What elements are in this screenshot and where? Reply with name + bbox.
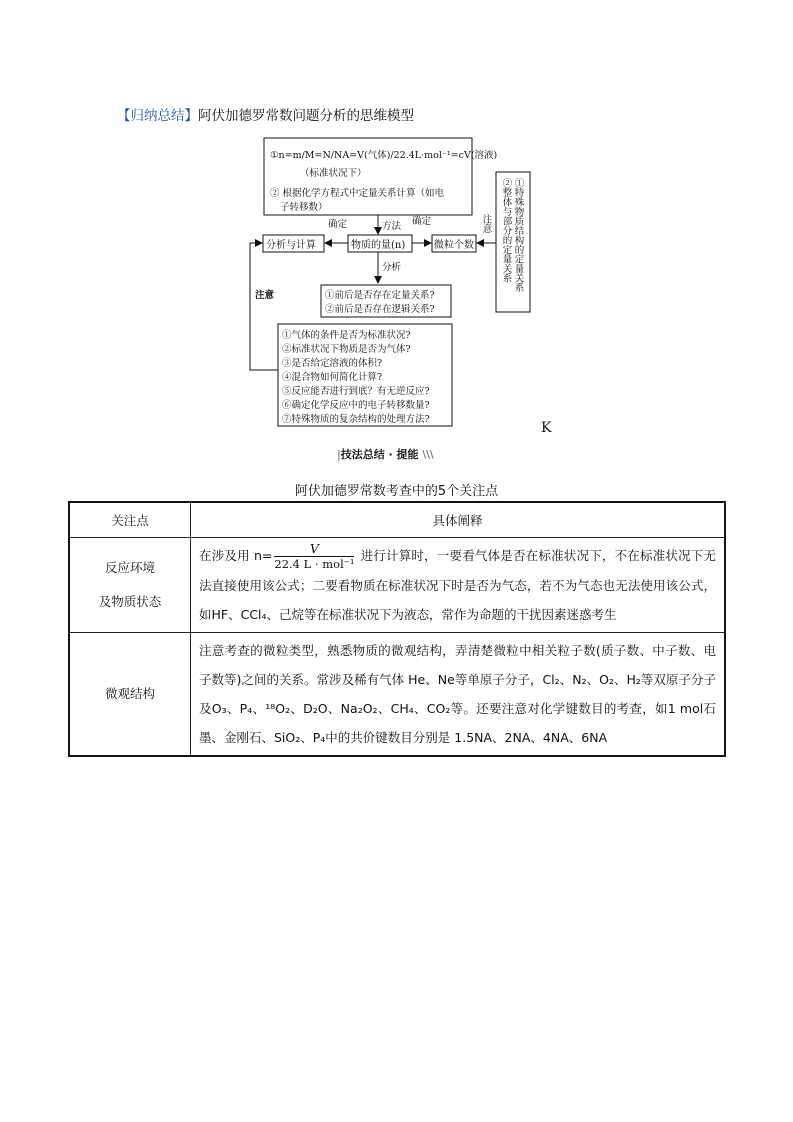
heading-tag: 【归纳总结】 [117,108,198,124]
fraction-numerator: V [274,542,354,557]
formula-condition: （标准状况下） [300,168,367,179]
attention-line3: ③是否给定溶液的体积? [282,358,383,369]
amount-label: 物质的量(n) [351,240,406,251]
label-queding-left: 确定 [328,219,348,230]
attention-line2: ②标准状况下物质是否为气体? [282,344,411,355]
row2-label: 微观结构 [69,633,191,757]
particles-label: 微粒个数 [434,240,474,251]
focus-points-table [68,501,726,757]
attention-line7: ⑦特殊物质的复杂结构的处理方法? [282,414,430,425]
attention-line4: ④混合物如何简化计算? [282,372,383,383]
relation-line2: ②前后是否存在逻辑关系? [325,304,435,315]
volume-fraction [274,542,354,571]
structure-col2: ②整体与部分的定量关系 [500,178,512,283]
analyze-calc-label: 分析与计算 [266,240,316,251]
badge-text: 技法总结 · 提能 [340,448,419,461]
technique-badge: |技法总结 · 提能 \\\ [337,448,434,461]
row1-text [191,538,726,633]
label-zhuyi-left: 注意 [255,290,275,301]
row1-post: 进行计算时，一要看气体是否在标准状况下，不在标准状况下无法直接使用该公式；二要看物质在标准状况下时是否为气态，若不为气态也无法使用该公式，如HF、CCl₄、己烷等在标准状况下为液态，常作为命题的干扰因素迷惑考生 [199,548,716,622]
attention-line6: ⑥确定化学反应中的电子转移数量? [282,400,430,411]
label-queding-right: 确定 [412,216,432,227]
row1-label: 反应环境 及物质状态 [69,538,191,633]
relation-line1: ①前后是否存在定量关系? [325,290,435,301]
heading-title: 阿伏加德罗常数问题分析的思维模型 [198,108,414,124]
label-fangfa: 方法 [382,221,402,232]
left-bracket-line [250,243,278,370]
thinking-model-diagram [0,0,793,440]
formula-rule-line1: ② 根据化学方程式中定量关系计算（如电 [270,188,445,199]
badge-marks: \\\ [422,448,434,461]
table-header-row [69,502,725,538]
fraction-denominator: 22.4 L · mol⁻¹ [274,557,355,571]
table-row [69,538,725,633]
header-explanation: 具体阐释 [191,502,726,538]
row1-pre: 在涉及用 n= [199,548,273,563]
row2-text: 注意考查的微粒类型，熟悉物质的微观结构，弄清楚微粒中相关粒子数(质子数、中子数、电子数等)之间的关系。常涉及稀有气体 He、Ne等单原子分子，Cl₂、N₂、O₂、H₂等双原子分子及O₃、P₄、¹⁸O₂、D₂O、Na₂O₂、CH₄、CO₂等。还要注意对化学键数目的考查，如1 mol石墨、金刚石、SiO₂、P₄中的共价键数目分别是 1.5NA、2NA、4NA、6NA [191,633,726,757]
structure-col1: ①特殊物质结构的定量关系 [512,178,524,292]
table-row [69,633,725,757]
formula-rule-line2: 子转移数） [280,202,328,213]
label-fenxi: 分析 [382,262,402,273]
formula-text: ①n=m/M=N/NA=V(气体)/22.4L·mol⁻¹=cV(溶液) [270,150,498,161]
header-focus: 关注点 [69,502,191,538]
stray-letter: K [541,420,552,436]
table-caption: 阿伏加德罗常数考查中的5个关注点 [294,484,499,499]
label-zhuyi-right: 注意 [480,214,492,233]
attention-line1: ①气体的条件是否为标准状况? [282,330,411,341]
attention-line5: ⑤反应能否进行到底？有无逆反应? [282,386,430,397]
